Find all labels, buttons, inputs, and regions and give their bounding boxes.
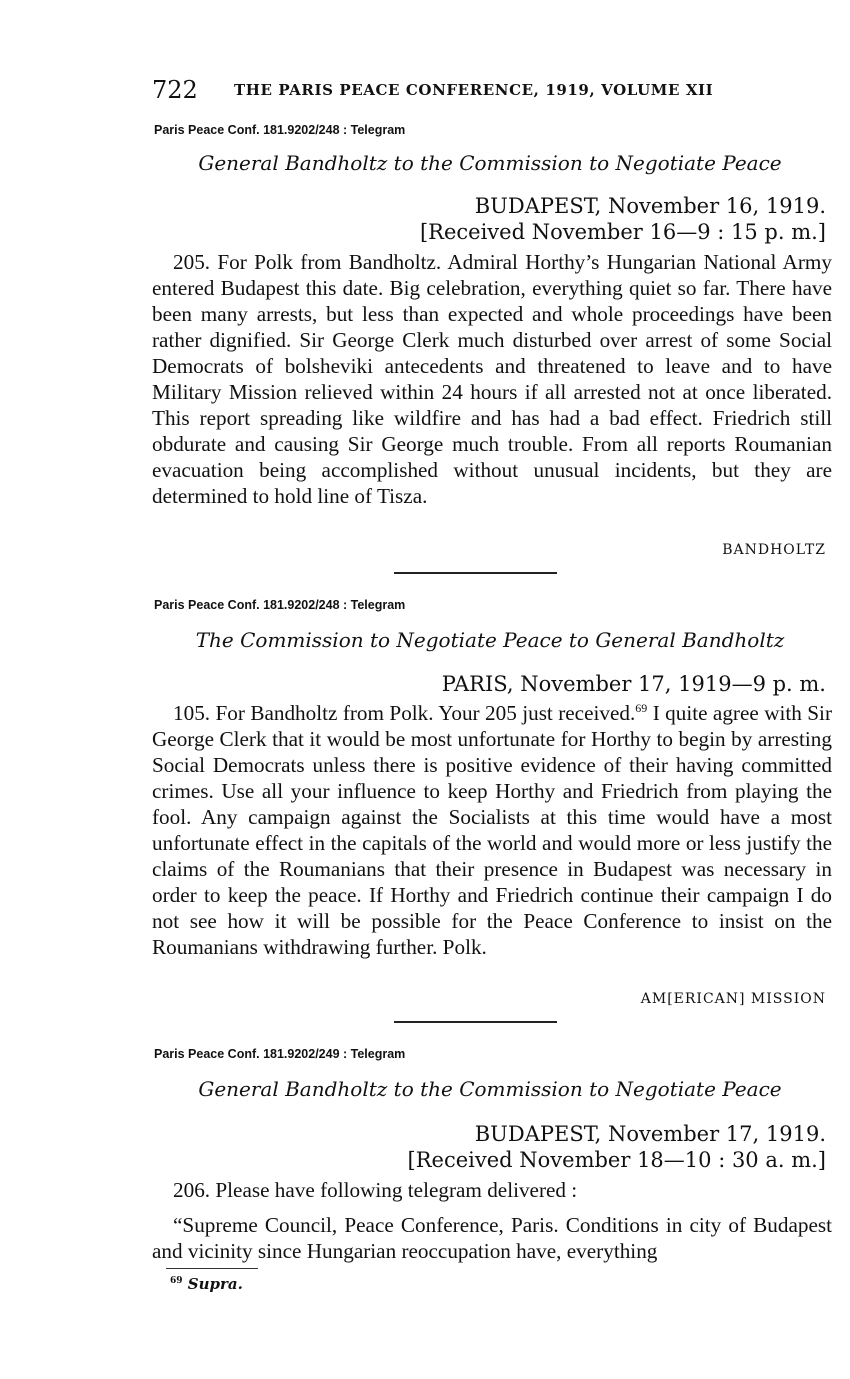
- document-title: General Bandholtz to the Commission to Negotiate Peace: [198, 1077, 782, 1101]
- section-divider: [394, 572, 557, 574]
- document-reference: Paris Peace Conf. 181.9202/248 : Telegram: [154, 598, 406, 612]
- footnote-marker: 69: [635, 700, 648, 715]
- telegram-body: [152, 700, 832, 960]
- telegram-body-part: I quite agree with Sir George Clerk that it would be most unfortunate for Horthy to begin by arresting Social Democrats unless there is positive evidence of their having committed crimes. Use all your influence to keep Horthy and Friedrich from playing the fool. Any campaign against the Socialists at this time would have a most unfortunate effect in the capitals of the world and would more or less justify the claims of the Roumanians that their presence in Budapest was necessary in order to keep the peace. If Horthy and Friedrich continue their campaign I do not see how it will be possible for the Peace Conference to insist on the Roumanians withdrawing further. Polk.: [152, 701, 832, 959]
- section-divider: [394, 1021, 557, 1023]
- document-title: The Commission to Negotiate Peace to General Bandholtz: [195, 628, 785, 652]
- signature: BANDHOLTZ: [722, 542, 826, 558]
- received-note: [Received November 16—9 : 15 p. m.]: [419, 220, 826, 244]
- document-reference: Paris Peace Conf. 181.9202/249 : Telegram: [154, 1047, 406, 1061]
- footnote: [170, 1275, 243, 1293]
- signature: AM[ERICAN] MISSION: [640, 991, 826, 1007]
- dateline: PARIS, November 17, 1919—9 p. m.: [441, 672, 826, 696]
- page-number: 722: [152, 76, 198, 104]
- running-head: THE PARIS PEACE CONFERENCE, 1919, VOLUME XII: [234, 81, 714, 99]
- telegram-quote: “Supreme Council, Peace Conference, Paris. Conditions in city of Budapest and vicinity since Hungarian reoccupation have, everything: [152, 1213, 832, 1263]
- footnote-divider: [166, 1268, 258, 1269]
- footnote-text: Supra.: [187, 1275, 243, 1293]
- document-title: General Bandholtz to the Commission to Negotiate Peace: [198, 151, 782, 175]
- page-header: [152, 76, 832, 106]
- telegram-intro: 206. Please have following telegram delivered :: [173, 1178, 578, 1202]
- telegram-body-part: 105. For Bandholtz from Polk. Your 205 just received.: [173, 701, 636, 725]
- footnote-marker: 69: [170, 1276, 183, 1286]
- dateline: BUDAPEST, November 17, 1919.: [474, 1122, 826, 1146]
- dateline: BUDAPEST, November 16, 1919.: [474, 194, 826, 218]
- telegram-body: 205. For Polk from Bandholtz. Admiral Horthy’s Hungarian National Army entered Budapest this date. Big celebration, everything quiet so far. There have been many arrests, but less than expected and whole proceedings have been rather dignified. Sir George Clerk much disturbed over arrest of some Social Democrats of bolsheviki antecedents and threatened to leave and to have Military Mission relieved within 24 hours if all arrested not at once liberated. This report spreading like wildfire and has had a bad effect. Friedrich still obdurate and causing Sir George much trouble. From all reports Roumanian evacuation being accomplished without unusual incidents, but they are determined to hold line of Tisza.: [152, 250, 832, 508]
- received-note: [Received November 18—10 : 30 a. m.]: [407, 1148, 826, 1172]
- document-reference: Paris Peace Conf. 181.9202/248 : Telegram: [154, 123, 406, 137]
